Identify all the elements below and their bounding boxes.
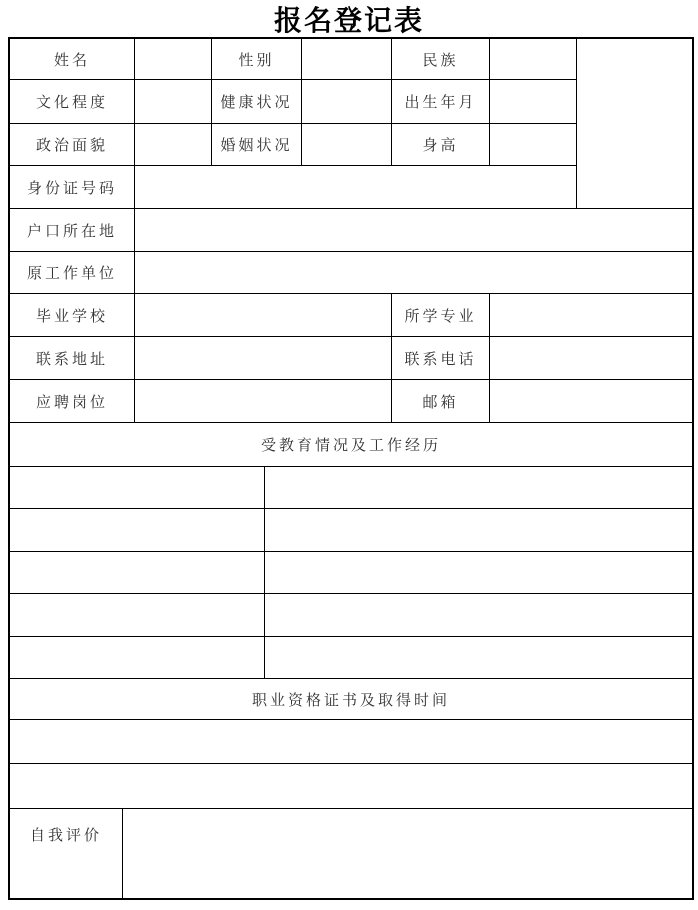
name-input-cell[interactable]	[135, 39, 212, 80]
id-number-input-cell[interactable]	[135, 166, 577, 209]
education-row-right-cell[interactable]	[265, 467, 692, 509]
education-row-right-cell[interactable]	[265, 637, 692, 679]
email-input-cell[interactable]	[490, 380, 692, 423]
contact-phone-field-label: 联系电话	[392, 337, 490, 380]
contact-phone-input-cell[interactable]	[490, 337, 692, 380]
education-work-section-header: 受教育情况及工作经历	[10, 423, 692, 467]
previous-employer-field-label: 原工作单位	[10, 252, 135, 294]
applied-position-input-cell[interactable]	[135, 380, 392, 423]
education-row-left-cell[interactable]	[10, 467, 265, 509]
registration-form-table	[8, 37, 694, 900]
photo-cell[interactable]	[577, 39, 692, 209]
education-row-left-cell[interactable]	[10, 594, 265, 637]
ethnicity-input-cell[interactable]	[490, 39, 577, 80]
marital-status-field-label: 婚姻状况	[212, 124, 302, 166]
birth-date-input-cell[interactable]	[490, 80, 577, 124]
political-status-input-cell[interactable]	[135, 124, 212, 166]
education-row-right-cell[interactable]	[265, 509, 692, 552]
education-row-left-cell[interactable]	[10, 552, 265, 594]
height-input-cell[interactable]	[490, 124, 577, 166]
email-field-label: 邮箱	[392, 380, 490, 423]
birth-date-field-label: 出生年月	[392, 80, 490, 124]
self-evaluation-input-cell[interactable]	[123, 809, 692, 898]
graduate-school-input-cell[interactable]	[135, 294, 392, 337]
education-row-left-cell[interactable]	[10, 509, 265, 552]
health-status-field-label: 健康状况	[212, 80, 302, 124]
education-row-right-cell[interactable]	[265, 552, 692, 594]
certificates-section-header: 职业资格证书及取得时间	[10, 679, 692, 720]
major-input-cell[interactable]	[490, 294, 692, 337]
education-level-field-label: 文化程度	[10, 80, 135, 124]
name-field-label: 姓名	[10, 39, 135, 80]
self-evaluation-field-label: 自我评价	[10, 809, 123, 898]
gender-field-label: 性别	[212, 39, 302, 80]
gender-input-cell[interactable]	[302, 39, 392, 80]
applied-position-field-label: 应聘岗位	[10, 380, 135, 423]
height-field-label: 身高	[392, 124, 490, 166]
graduate-school-field-label: 毕业学校	[10, 294, 135, 337]
page-title: 报名登记表	[273, 5, 424, 36]
previous-employer-input-cell[interactable]	[135, 252, 692, 294]
education-row-left-cell[interactable]	[10, 637, 265, 679]
marital-status-input-cell[interactable]	[302, 124, 392, 166]
contact-address-input-cell[interactable]	[135, 337, 392, 380]
political-status-field-label: 政治面貌	[10, 124, 135, 166]
certificate-row-cell[interactable]	[10, 720, 692, 764]
contact-address-field-label: 联系地址	[10, 337, 135, 380]
id-number-field-label: 身份证号码	[10, 166, 135, 209]
education-level-input-cell[interactable]	[135, 80, 212, 124]
health-status-input-cell[interactable]	[302, 80, 392, 124]
household-location-field-label: 户口所在地	[10, 209, 135, 252]
major-field-label: 所学专业	[392, 294, 490, 337]
certificate-row-cell[interactable]	[10, 764, 692, 809]
household-location-input-cell[interactable]	[135, 209, 692, 252]
ethnicity-field-label: 民族	[392, 39, 490, 80]
education-row-right-cell[interactable]	[265, 594, 692, 637]
